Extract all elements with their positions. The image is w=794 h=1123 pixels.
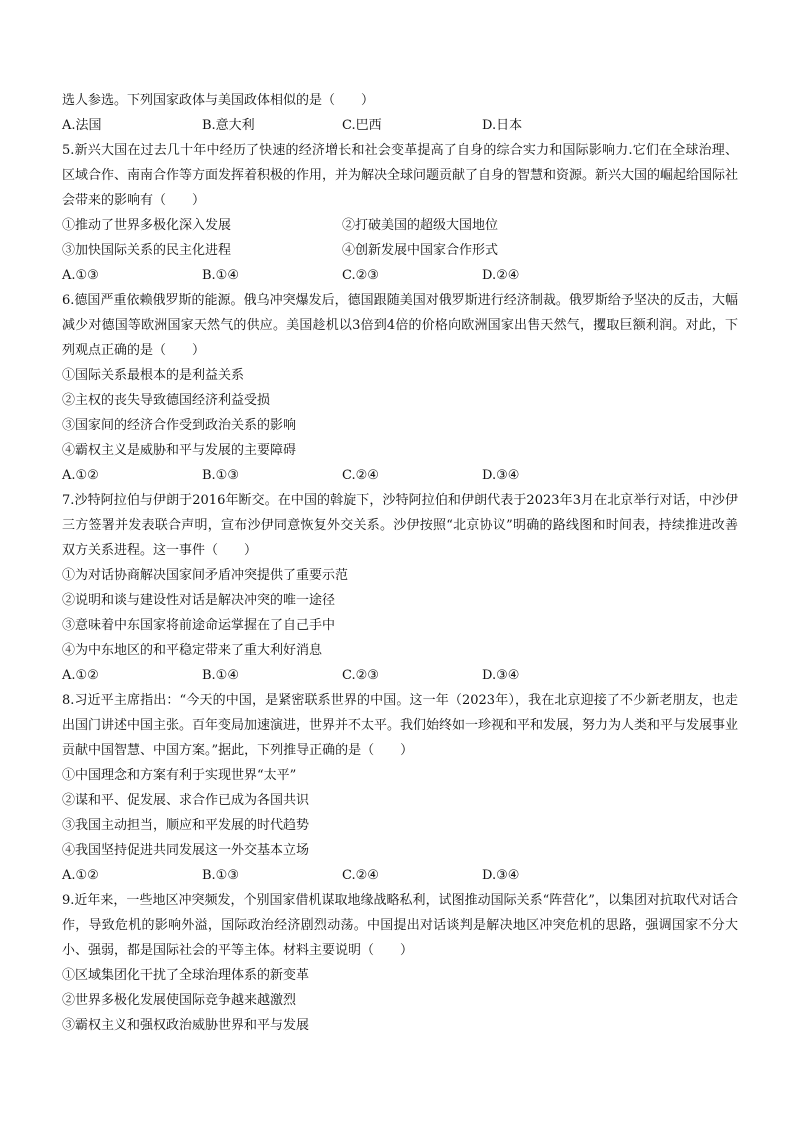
option-c: C.②③ <box>342 668 379 683</box>
q8-item-1: ①中国理念和方案有利于实现世界“太平” <box>62 768 297 783</box>
option-b: B.意大利 <box>202 118 255 133</box>
q5-items-row-1 <box>62 213 738 238</box>
q8-item-4: ④我国坚持促进共同发展这一外交基本立场 <box>62 843 310 858</box>
q8-options <box>62 863 738 888</box>
option-a: A.法国 <box>62 118 102 133</box>
q9-stem: 9.近年来，一些地区冲突频发，个别国家借机谋取地缘战略私利，试图推动国际关系“阵营化”，以集团对抗取代对话合作，导致危机的影响外溢，国际政治经济剧烈动荡。中国提出对话谈判是解决地区冲突危机的思路，强调国家不分大小、强弱，都是国际社会的平等主体。材料主要说明（ ） <box>62 893 738 958</box>
option-b: B.①④ <box>202 668 239 683</box>
q7-item-3: ③意味着中东国家将前途命运掌握在了自己手中 <box>62 618 336 633</box>
option-b: B.①③ <box>202 468 239 483</box>
item-2: ②打破美国的超级大国地位 <box>342 218 499 233</box>
q6-options <box>62 463 738 488</box>
option-c: C.②④ <box>342 868 379 883</box>
q6-item-2: ②主权的丧失导致德国经济利益受损 <box>62 393 271 408</box>
q5-stem: 5.新兴大国在过去几十年中经历了快速的经济增长和社会变革提高了自身的综合实力和国际影响力.它们在全球治理、区域合作、南南合作等方面发挥着积极的作用，并为解决全球问题贡献了自身的智慧和资源。新兴大国的崛起给国际社会带来的影响有（ ） <box>62 143 739 208</box>
q4-stem-tail: 选人参选。下列国家政体与美国政体相似的是（ ） <box>62 93 375 108</box>
exam-page <box>62 88 738 1038</box>
option-d: D.③④ <box>482 668 520 683</box>
q7-options <box>62 663 738 688</box>
item-1: ①推动了世界多极化深入发展 <box>62 218 232 233</box>
option-a: A.①③ <box>62 268 99 283</box>
q4-options <box>62 113 738 138</box>
q8-item-2: ②谋和平、促发展、求合作已成为各国共识 <box>62 793 310 808</box>
q6-stem: 6.德国严重依赖俄罗斯的能源。俄乌冲突爆发后，德国跟随美国对俄罗斯进行经济制裁。俄罗斯给予坚决的反击，大幅减少对德国等欧洲国家天然气的供应。美国趁机以3倍到4倍的价格向欧洲国家出售天然气，攫取巨额利润。对此，下列观点正确的是（ ） <box>62 293 738 358</box>
q7-stem: 7.沙特阿拉伯与伊朗于2016年断交。在中国的斡旋下，沙特阿拉伯和伊朗代表于2023年3月在北京举行对话，中沙伊三方签署并发表联合声明，宣布沙伊同意恢复外交关系。沙伊按照“北京协议”明确的路线图和时间表，持续推进改善双方关系进程。这一事件（ ） <box>62 493 738 558</box>
q9-item-2: ②世界多极化发展使国际竞争越来越激烈 <box>62 993 297 1008</box>
q9-item-1: ①区域集团化干扰了全球治理体系的新变革 <box>62 968 310 983</box>
item-3: ③加快国际关系的民主化进程 <box>62 243 232 258</box>
item-4: ④创新发展中国家合作形式 <box>342 243 499 258</box>
option-c: C.巴西 <box>342 118 382 133</box>
option-d: D.③④ <box>482 868 520 883</box>
q6-item-1: ①国际关系最根本的是利益关系 <box>62 368 245 383</box>
q8-item-3: ③我国主动担当，顺应和平发展的时代趋势 <box>62 818 310 833</box>
option-a: A.①② <box>62 468 99 483</box>
option-b: B.①④ <box>202 268 239 283</box>
option-a: A.①② <box>62 868 99 883</box>
option-d: D.③④ <box>482 468 520 483</box>
q9-item-3: ③霸权主义和强权政治威胁世界和平与发展 <box>62 1018 310 1033</box>
q6-item-4: ④霸权主义是威胁和平与发展的主要障碍 <box>62 443 297 458</box>
option-c: C.②④ <box>342 468 379 483</box>
q6-item-3: ③国家间的经济合作受到政治关系的影响 <box>62 418 297 433</box>
q5-items-row-2 <box>62 238 738 263</box>
q7-item-1: ①为对话协商解决国家间矛盾冲突提供了重要示范 <box>62 568 349 583</box>
q5-options <box>62 263 738 288</box>
q7-item-4: ④为中东地区的和平稳定带来了重大利好消息 <box>62 643 323 658</box>
option-d: D.日本 <box>482 118 523 133</box>
q7-item-2: ②说明和谈与建设性对话是解决冲突的唯一途径 <box>62 593 336 608</box>
option-a: A.①② <box>62 668 99 683</box>
option-c: C.②③ <box>342 268 379 283</box>
option-b: B.①③ <box>202 868 239 883</box>
q8-stem: 8.习近平主席指出：“今天的中国，是紧密联系世界的中国。这一年（2023年），我在北京迎接了不少新老朋友，也走出国门讲述中国主张。百年变局加速演进，世界并不太平。我们始终如一珍视和平和发展，努力为人类和平与发展事业贡献中国智慧、中国方案。”据此，下列推导正确的是（ ） <box>62 693 739 758</box>
option-d: D.②④ <box>482 268 520 283</box>
